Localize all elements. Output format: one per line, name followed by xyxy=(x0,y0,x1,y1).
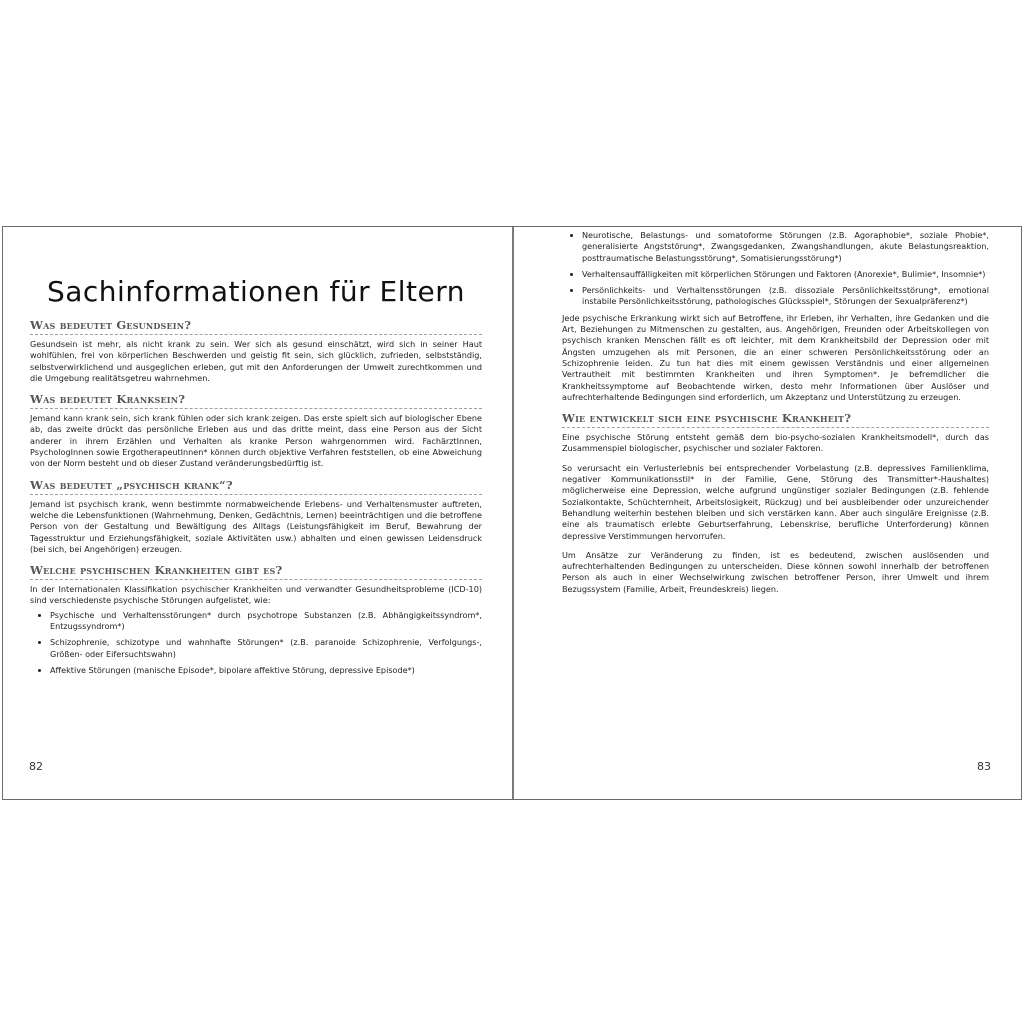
disorder-list-left xyxy=(30,610,482,676)
disorder-list-right xyxy=(562,230,989,308)
list-item: • Verhaltensauffälligkeiten mit körperlichen Störungen und Faktoren (Anorexie*, Bulimie*, Insomnie*) xyxy=(582,269,989,280)
page-title: Sachinformationen für Eltern xyxy=(46,275,465,308)
list-item: • Psychische und Verhaltensstörungen* durch psychotrope Substanzen (z.B. Abhängigkeitssyndrom*, Entzugssyndrom*) xyxy=(50,610,482,633)
section-heading-kranksein: Was bedeutet Kranksein? xyxy=(30,392,482,409)
page-number-right: 83 xyxy=(977,760,991,773)
left-page xyxy=(3,227,512,799)
list-item: • Persönlichkeits- und Verhaltensstörungen (z.B. dissoziale Persönlichkeitsstörung*, emotional instabile Persönlichkeitsstörung, pathologisches Glücksspiel*, Störungen der Sexualpräferenz*) xyxy=(582,285,989,308)
paragraph-kranksein: Jemand kann krank sein, sich krank fühlen oder sich krank zeigen. Das erste spielt sich auf biologischer Ebene ab, das zweite drückt das persönliche Erleben aus und das dritte meint, dass eine Person aus der Sicht anderer in ihrem Erzählen und Verhalten als kranke Person wahrgenommen wird. FachärztInnen, PsychologInnen sowie ErgotherapeutInnen* können durch objektive Verfahren feststellen, ob eine Abweichung von der Norm besteht und ob dieser Zustand veränderungsbedürftig ist. xyxy=(30,413,482,469)
paragraph-psychisch-krank: Jemand ist psychisch krank, wenn bestimmte normabweichende Erlebens- und Verhaltensmuster auftreten, welche die Lebensfunktionen (Wahrnehmung, Denken, Gedächtnis, Lernen) beeinträchtigen und die betroffene Person von der Gestaltung und Bewältigung des Alltags (Leistungsfähigkeit im Beruf, Bewahrung der Tagesstruktur und Erziehungsfähigkeit, soziale Aktivitäten usw.) abhalten und einen gewissen Leidensdruck (bei sich, bei Angehörigen) erzeugen. xyxy=(30,498,482,554)
list-item: • Neurotische, Belastungs- und somatoforme Störungen (z.B. Agoraphobie*, soziale Phobie*, generalisierte Angststörung*, Zwangsgedanken, Zwangshandlungen, akute Belastungsreaktion, posttraumatische Belastungsstörung*, Somatisierungsstörung*) xyxy=(582,230,989,264)
paragraph-auswirkungen: Jede psychische Erkrankung wirkt sich auf Betroffene, ihr Erleben, ihr Verhalten, ihre Gedanken und die Art, Beziehungen zu Mitmenschen zu gestalten, aus. Angehörigen, Freunden oder Arbeitskollegen von psychisch kranken Menschen fällt es oft leichter, mit dem Krankheitsbild der Depression oder mit Ängsten umzugehen als mit Personen, die an einer schweren Persönlichkeitsstörung oder an Schizophrenie leiden. Zu tun hat dies mit einem gewissen Verständnis und einer allgemeinen Vertrautheit mit bestimmten Krankheiten und ihren Symptomen*. Je befremdlicher die Krankheitssymptome auf Beobachtende wirken, desto mehr Informationen über Auslöser und aufrechterhaltende Bedingungen sind erforderlich, um Akzeptanz und Unterstützung zu erzeugen. xyxy=(562,312,989,402)
paragraph-krankheiten: In der Internationalen Klassifikation psychischer Krankheiten und verwandter Gesundheitsprobleme (ICD-10) sind verschiedenste psychische Störungen aufgelistet, wie: xyxy=(30,584,482,606)
section-heading-entwicklung: Wie entwickelt sich eine psychische Krankheit? xyxy=(562,411,989,428)
list-item: • Affektive Störungen (manische Episode*, bipolare affektive Störung, depressive Episode*) xyxy=(50,665,482,676)
section-heading-gesundsein: Was bedeutet Gesundsein? xyxy=(30,318,482,335)
list-item: • Schizophrenie, schizotype und wahnhafte Störungen* (z.B. paranoide Schizophrenie, Verfolgungs-, Größen- oder Eifersuchtswahn) xyxy=(50,637,482,660)
section-heading-psychisch-krank: Was bedeutet „psychisch krank“? xyxy=(30,478,482,495)
page-number-left: 82 xyxy=(29,760,43,773)
book-spread xyxy=(2,226,1022,800)
right-page xyxy=(514,227,1021,799)
paragraph-beispiel: So verursacht ein Verlusterlebnis bei entsprechender Vorbelastung (z.B. depressives Familienklima, negativer Kommunikationsstil* in der Familie, Gene, Störung des Transmitter*-Haushaltes) möglicherweise eine Depression, welche aufgrund ungünstiger sozialer Bedingungen (z.B. fehlende Sozialkontakte, Schüchternheit, Arbeitslosigkeit, Rückzug) und bei ausbleibender oder unzureichender Behandlung weiterhin bestehen bleiben und sich verstärken kann. Aber auch singuläre Ereignisse (z.B. eine als traumatisch erlebte Geburtserfahrung, Lebenskrise, berufliche Unterforderung) können depressive Verstimmungen hervorrufen. xyxy=(562,462,989,541)
section-heading-krankheiten: Welche psychischen Krankheiten gibt es? xyxy=(30,563,482,580)
paragraph-gesundsein: Gesundsein ist mehr, als nicht krank zu sein. Wer sich als gesund einschätzt, wird sich in seiner Haut wohlfühlen, frei von körperlichen Beschwerden und geistig fit sein, sich glücklich, zufrieden, selbstständig, selbstverwirklichend und ausgeglichen erleben, gut mit den Anforderungen der Umwelt zurechtkommen und die Umgebung realitätsgetreu wahrnehmen. xyxy=(30,339,482,383)
paragraph-modell: Eine psychische Störung entsteht gemäß dem bio-psycho-sozialen Krankheitsmodell*, durch das Zusammenspiel biologischer, psychischer und sozialer Faktoren. xyxy=(562,432,989,454)
paragraph-ansaetze: Um Ansätze zur Veränderung zu finden, ist es bedeutend, zwischen auslösenden und aufrechterhaltenden Bedingungen zu unterscheiden. Diese können sowohl innerhalb der betroffenen Person als auch in einer Wechselwirkung zwischen betroffener Person, ihrer Umwelt und ihrem Bezugssystem (Familie, Arbeit, Freundeskreis) liegen. xyxy=(562,549,989,594)
